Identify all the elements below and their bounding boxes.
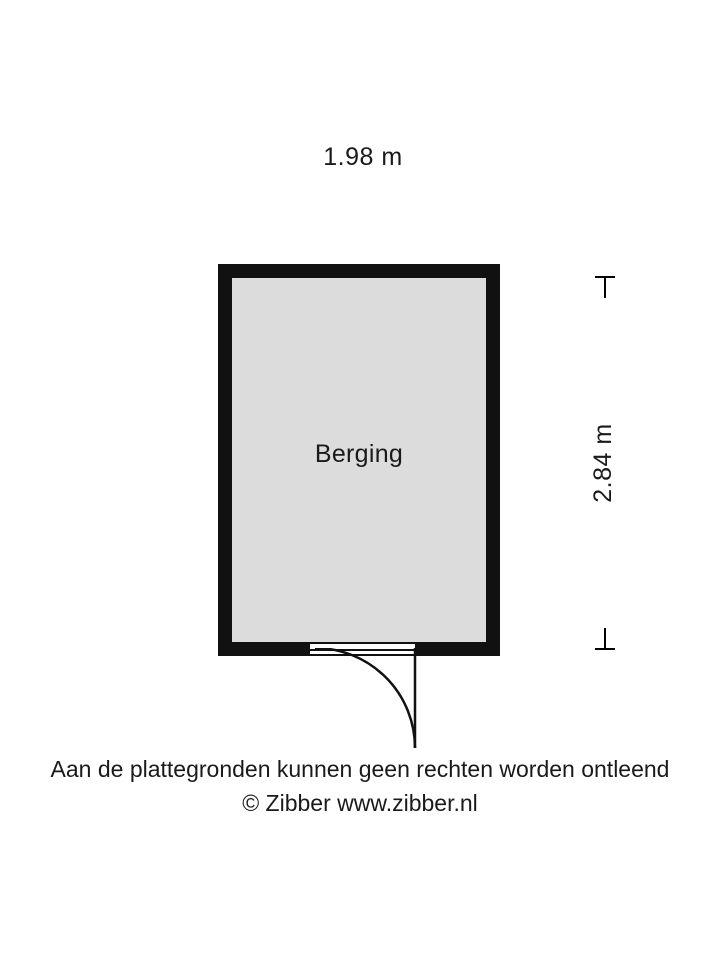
dimension-height-label: 2.84 m bbox=[583, 298, 623, 628]
disclaimer bbox=[0, 752, 720, 820]
disclaimer-line-2: © Zibber www.zibber.nl bbox=[242, 790, 478, 816]
dimension-width-label: 1.98 m bbox=[233, 140, 493, 174]
dimension-height-cap-bottom bbox=[595, 648, 615, 650]
room-label: Berging bbox=[314, 440, 404, 468]
dimension-height bbox=[580, 276, 640, 650]
disclaimer-line-1: Aan de plattegronden kunnen geen rechten worden ontleend bbox=[50, 756, 670, 782]
door-swing-icon bbox=[300, 648, 430, 758]
dimension-height-cap-top bbox=[595, 276, 615, 278]
dimension-width bbox=[233, 140, 493, 188]
